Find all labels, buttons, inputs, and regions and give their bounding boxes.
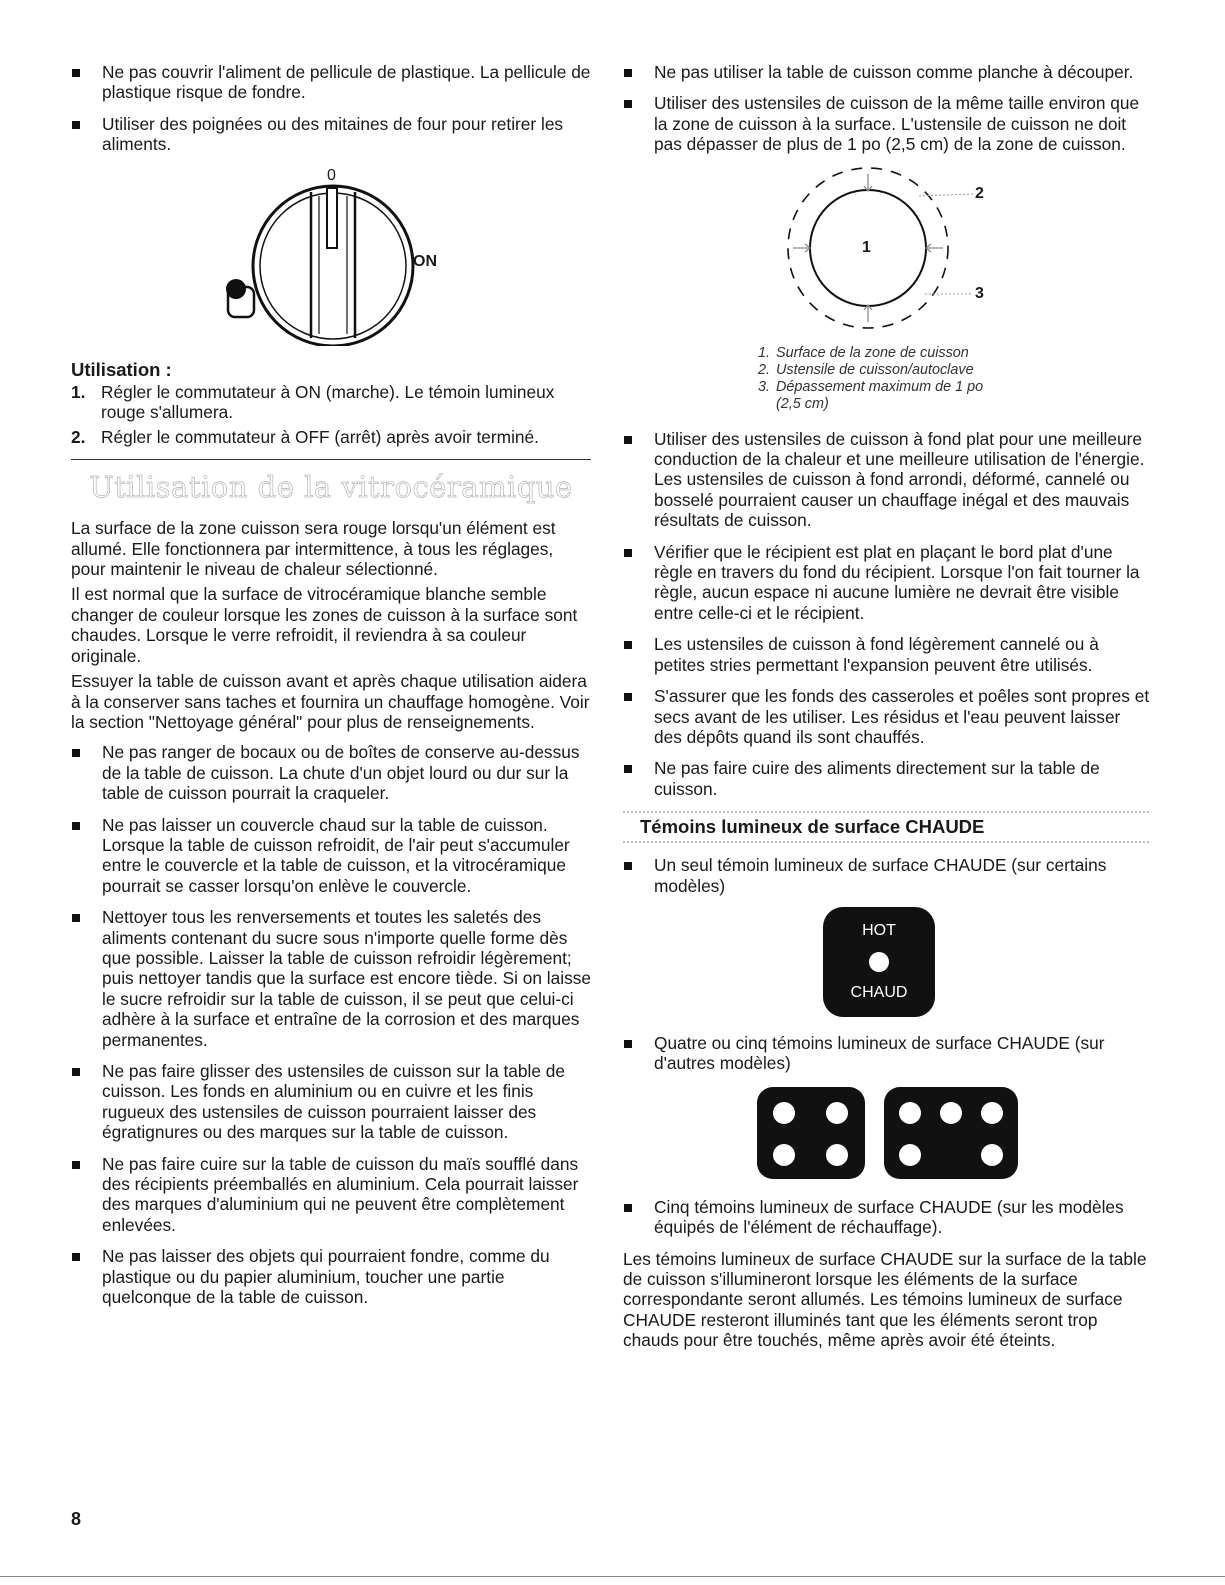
left-column	[71, 62, 591, 1318]
hot-badge-icon	[823, 907, 935, 1017]
list-item: Quatre ou cinq témoins lumineux de surface CHAUDE (sur d'autres modèles)	[623, 1033, 1150, 1074]
usage-steps	[71, 382, 591, 447]
hot-bullet-list-2	[623, 1033, 1150, 1074]
list-item: Ne pas couvrir l'aliment de pellicule de plastique. La pellicule de plastique risque de fondre.	[71, 62, 591, 103]
hot-bullet-list-3	[623, 1197, 1150, 1238]
cookware-zone-illustration	[623, 166, 1150, 341]
knob-off-label: 0	[327, 166, 336, 184]
paragraph: Essuyer la table de cuisson avant et après chaque utilisation aidera à la conserver sans taches et fournira un chauffage homogène. Voir la section "Nettoyage général" pour plus de renseignements.	[71, 671, 590, 732]
cookware-bullet-list	[623, 429, 1150, 800]
figure-caption	[758, 345, 1150, 413]
knob-on-label: ON	[413, 252, 437, 270]
caption-number: 3.	[758, 378, 771, 395]
top-bullet-list	[623, 62, 1150, 155]
step-text: Régler le commutateur à OFF (arrêt) après avoir terminé.	[101, 426, 539, 447]
hot-badge-top: HOT	[862, 921, 896, 939]
hot-lights-heading: Témoins lumineux de surface CHAUDE	[623, 811, 1150, 843]
list-item: Ne pas faire glisser des ustensiles de cuisson sur la table de cuisson. Les fonds en aluminium ou en cuivre et les finis rugueux des ustensiles de cuisson pourraient laisser des égratignures ou des marques sur la table de cuisson.	[71, 1061, 591, 1143]
paragraph: La surface de la zone cuisson sera rouge lorsqu'un élément est allumé. Elle fonctionnera par intermittence, à tous les réglages, pour maintenir le niveau de chaleur sélectionné.	[71, 518, 556, 580]
top-bullet-list	[71, 62, 591, 155]
caption-item	[758, 345, 1150, 362]
list-item: Cinq témoins lumineux de surface CHAUDE (sur les modèles équipés de l'élément de réchauffage).	[623, 1197, 1150, 1238]
indicator-light-icon	[226, 279, 254, 317]
caption-number: 1.	[758, 344, 771, 361]
caption-number: 2.	[758, 361, 771, 378]
hot-multi-indicators	[623, 1085, 1150, 1181]
bottom-divider	[0, 1576, 1225, 1577]
knob-diagram	[71, 166, 591, 346]
list-item: Utiliser des ustensiles de cuisson de la même taille environ que la zone de cuisson à la surface. L'ustensile de cuisson ne doit pas dépasser de plus de 1 po (2,5 cm) de la zone de cuisson.	[623, 93, 1150, 154]
list-item: Ne pas faire cuire sur la table de cuisson du maïs soufflé dans des récipients préemballés en aluminium. Cela pourrait laisser des marques d'aluminium qui ne peuvent être complètement enlevées.	[71, 1154, 591, 1236]
step-number: 2.	[71, 426, 86, 447]
list-item: Ne pas ranger de bocaux ou de boîtes de conserve au-dessus de la table de cuisson. La chute d'un objet lourd ou dur sur la table de cuisson pourrait la craqueler.	[71, 742, 591, 803]
list-item: Vérifier que le récipient est plat en plaçant le bord plat d'une règle en travers du fond du récipient. Lorsque l'on fait tourner la règle, aucun espace ni aucune lumière ne devrait être visible entre celle-ci et le récipient.	[623, 542, 1150, 624]
right-column	[623, 62, 1150, 1356]
diagram-label-3: 3	[975, 284, 984, 302]
list-item	[71, 427, 591, 447]
list-item: Nettoyer tous les renversements et toutes les saletés des aliments contenant du sucre sous n'importe quelle forme dès que possible. Laisser la table de cuisson refroidir légèrement; puis nettoyer tandis que la surface est encore tiède. Si on laisse le sucre refroidir sur la table de cuisson, il se peut que celui-ci adhère à la surface et entraîne de la corrosion et des marques permanentes.	[71, 907, 591, 1050]
hot-dot-icon	[869, 952, 889, 972]
diagram-label-2: 2	[975, 184, 984, 202]
care-bullet-list	[71, 742, 591, 1307]
cookware-size-diagram	[623, 166, 1150, 341]
list-item: Ne pas utiliser la table de cuisson comme planche à découper.	[623, 62, 1150, 82]
list-item: Utiliser des ustensiles de cuisson à fond plat pour une meilleure conduction de la chaleur et une meilleure utilisation de l'énergie. Les ustensiles de cuisson à fond arrondi, déformé, cannelé ou bosselé pourraient causer un chauffage inégal et des mauvais résultats de cuisson.	[623, 429, 1150, 531]
four-and-five-lights-icon	[623, 1085, 1150, 1181]
hot-single-indicator	[623, 907, 1150, 1017]
knob-illustration	[71, 166, 591, 346]
hot-badge-bottom: CHAUD	[850, 983, 908, 1001]
caption-item	[758, 362, 1150, 379]
list-item: Ne pas faire cuire des aliments directement sur la table de cuisson.	[623, 758, 1150, 799]
caption-text: Surface de la zone de cuisson	[776, 344, 969, 361]
hot-bullet-list-1	[623, 855, 1150, 896]
caption-text: Dépassement maximum de 1 po	[776, 378, 984, 395]
diagram-label-1: 1	[862, 238, 871, 256]
list-item: Un seul témoin lumineux de surface CHAUDE (sur certains modèles)	[623, 855, 1150, 896]
caption-continuation: (2,5 cm)	[776, 395, 829, 412]
list-item: Les ustensiles de cuisson à fond légèrement cannelé ou à petites stries permettant l'expansion peuvent être utilisés.	[623, 634, 1150, 675]
list-item: Utiliser des poignées ou des mitaines de four pour retirer les aliments.	[71, 114, 591, 155]
caption-text: Ustensile de cuisson/autoclave	[776, 361, 974, 378]
step-number: 1.	[71, 382, 86, 403]
usage-heading: Utilisation :	[71, 358, 172, 380]
caption-item	[758, 379, 1150, 396]
page-number: 8	[71, 1509, 82, 1529]
section-divider	[71, 459, 591, 460]
section-title: Utilisation de la vitrocéramique	[89, 470, 573, 505]
list-item	[71, 382, 591, 423]
paragraph: Il est normal que la surface de vitrocéramique blanche semble changer de couleur lorsque les zones de cuisson à la surface sont chaudes. Lorsque le verre refroidit, il reviendra à sa couleur originale.	[71, 584, 578, 666]
paragraph: Les témoins lumineux de surface CHAUDE sur la surface de la table de cuisson s'illumineront lorsque les éléments de la surface correspondante seront allumés. Les témoins lumineux de surface CHAUDE resteront illuminés tant que les éléments seront trop chauds pour être touchés, même après avoir été éteints.	[623, 1248, 1147, 1351]
list-item: Ne pas laisser des objets qui pourraient fondre, comme du plastique ou du papier aluminium, toucher une partie quelconque de la table de cuisson.	[71, 1246, 591, 1307]
list-item: S'assurer que les fonds des casseroles et poêles sont propres et secs avant de les utiliser. Les résidus et l'eau peuvent laisser des dépôts quand ils sont chauffés.	[623, 686, 1150, 747]
list-item: Ne pas laisser un couvercle chaud sur la table de cuisson. Lorsque la table de cuisson refroidit, de l'air peut s'accumuler entre le couvercle et la table de cuisson, et la vitrocéramique pourrait se casser lorsqu'on enlève le couvercle.	[71, 815, 591, 897]
step-text: Régler le commutateur à ON (marche). Le témoin lumineux rouge s'allumera.	[101, 382, 555, 423]
